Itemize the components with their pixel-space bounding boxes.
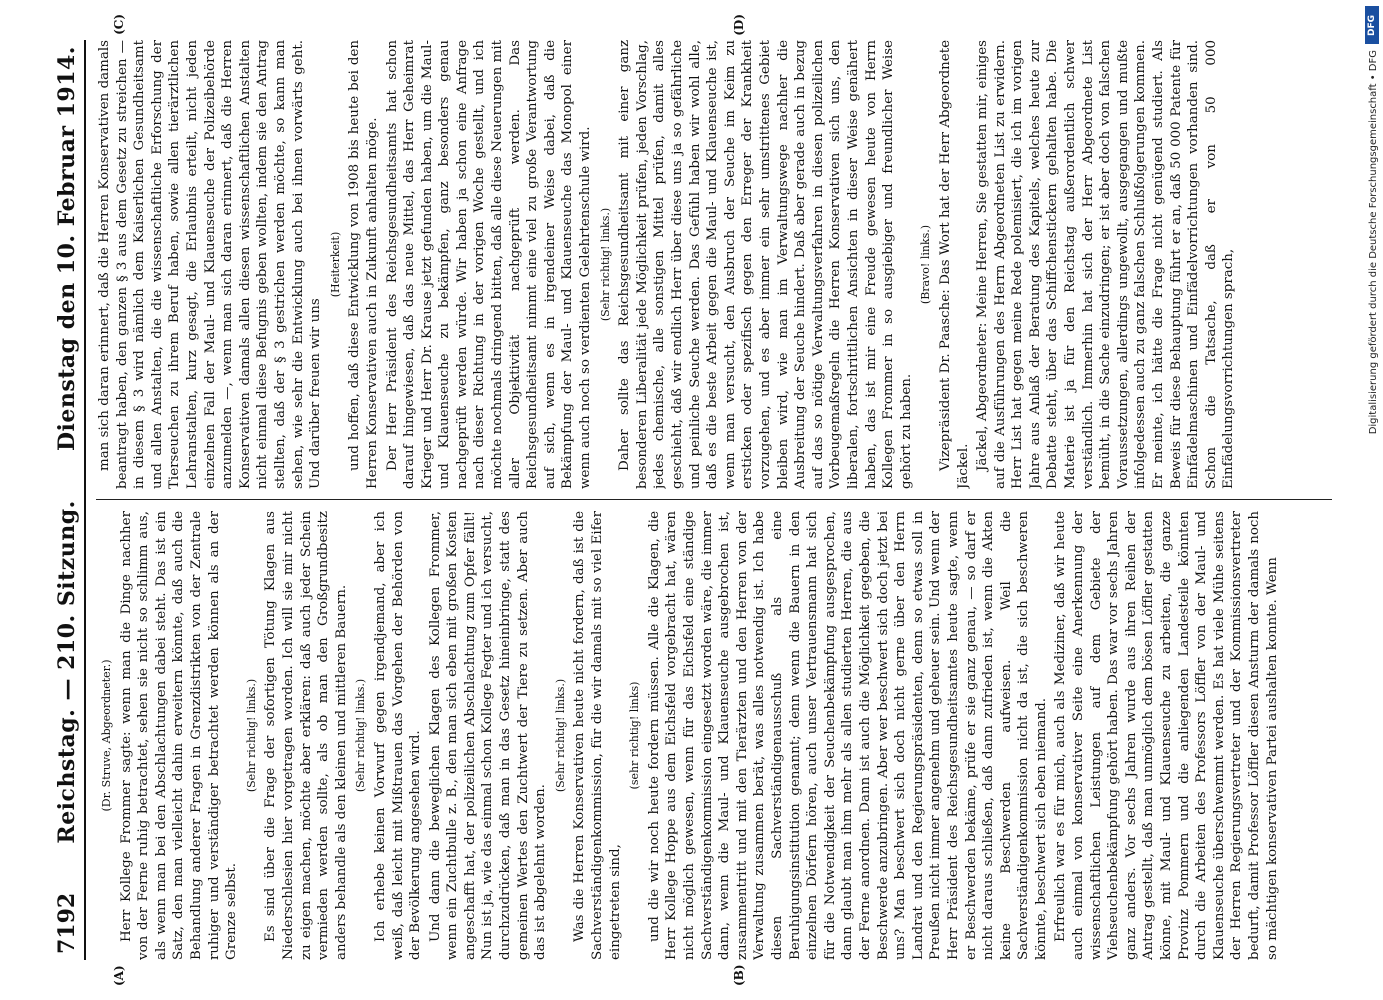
paragraph: Ich erhebe keinen Vorwurf gegen irgendjemand, aber ich weiß, daß leicht mit Mißtrauen das Vorgehen der Behörden von der Bevölkerung angesehen wird. (372, 511, 423, 960)
header-left-title: Reichstag. — 210. Sitzung. (53, 500, 80, 844)
paragraph: (Heiterkeit) (328, 231, 342, 298)
paragraph: Und dann die beweglichen Klagen des Kollegen Frommer, wenn ein Zuchtbulle z. B., den man sich eben mit großen Kosten angeschafft hat, der polizeilichen Abschlachtung zum Opfer fällt! Nun ist ja, wie das einmal schon Kollege Fegter und ich versucht, durchzudrücken, daß man in das Gesetz hineinbringe, statt des gemeinen Wertes den Zuchtwert der Tiere zu setzen. Aber auch das ist abgelehnt worden. (427, 511, 548, 960)
text-columns (96, 40, 1332, 960)
paragraph: (Sehr richtig! links.) (244, 678, 258, 793)
paragraph: Es sind über die Frage der sofortigen Tötung Klagen aus Niederschlesien hier vorgetragen worden. Ich will sie mir nicht zu eigen machen, möchte aber erklären: daß auch jeder Schein vermieden werden sollte, als ob man den Großgrundbesitz anders behandle als den kleinen und mittleren Bauern. (262, 511, 349, 960)
dfg-logo: DFG (1365, 6, 1379, 44)
paragraph: Daher sollte das Reichsgesundheitsamt mit einer ganz besonderen Liberalität jede Möglichkeit prüfen, jeden Vorschlag, jedes chemische, alle sonstigen Mittel prüfen, damit alles geschieht, daß wir endlich Herr über diese uns ja so gefährliche und peinliche Seuche werden. Das Gefühl haben wir wohl alle, daß es die beste Arbeit gegen die Maul- und Klauenseuche ist, wenn man versucht, den Ausbruch der Seuche im Keim zu ersticken oder spezifisch gegen den Erreger der Krankheit vorzugehen, und es aber immer ein sehr umstrittenes Gebiet bleiben wird, wie man im Verwaltungswege nachher die Ausbreitung der Seuche hindert. Daß aber gerade auch in bezug auf das so nötige Verwaltungsverfahren in diesen polizeilichen Vorbeugemaßregeln die Herren Konservativen sich uns, den liberalen, fortschrittlichen Ansichten in dieser Weise genähert haben, das ist mir eine Freude gewesen heute von Herrn Kollegen Frommer in so ausgiebiger und freundlicher Weise gehört zu haben. (616, 40, 914, 489)
paragraph: Was die Herren Konservativen heute nicht fordern, daß ist die Sachverständigenkommission, für die wir damals mit so viel Eifer eingetreten sind, (571, 511, 623, 960)
marker-c: (C) (111, 14, 126, 35)
paragraph: (sehr richtig! links) (627, 681, 641, 790)
marker-d: (D) (731, 14, 746, 36)
left-column (96, 511, 1332, 960)
paragraph: (Dr. Struve, Abgeordneter.) (99, 659, 113, 812)
paragraph: (Sehr richtig! links.) (553, 678, 567, 793)
digitization-sidebar (1363, 0, 1381, 1000)
paragraph: Jäckel, Abgeordneter: Meine Herren, Sie gestatten mir, einiges auf die Ausführungen des Herrn Abgeordneten List zu erwidern. Herr List hat gegen meine Rede polemisiert, die ich im vorigen Jahre aus Anlaß der Beratung des Kapitels, welches heute zur Debatte steht, über das Schiffchenstickern gehalten habe. Die Materie ist ja für den Reichstag außerordentlich schwer verständlich. Immerhin hat sich der Herr Abgeordnete List bemüht, in die Sache einzudringen; er ist aber doch von falschen Voraussetzungen, allerdings ungewollt, ausgegangen und mußte infolgedessen auch zu ganz falschen Schlußfolgerungen kommen. Er meinte, ich hätte die Frage nicht genügend studiert. Als Beweis für diese Behauptung führt er an, daß 50 000 Patente für Einfädelmaschinen und Einfädelvorrichtungen vorhanden sind. Schon die Tatsache, daß er von 50 000 Einfädelungsvorrichtungen sprach, (974, 40, 1236, 489)
paragraph: und hoffen, daß diese Entwicklung von 1908 bis heute bei den Herren Konservativen auch in Zukunft anhalten möge. (346, 40, 380, 489)
paragraph: und die wir noch heute fordern müssen. Alle die Klagen, die Herr Kollege Hoppe aus dem Eichsfeld vorgebracht hat, wären nicht möglich gewesen, wenn für das Eichsfeld eine ständige Sachverständigenkommission eingesetzt worden wäre, die immer dann, wenn die Maul- und Klauenseuche ausgebrochen ist, zusammentritt und mit den Tierärzten und den Herren von der Verwaltung zusammen berät, was alles notwendig ist. Ich habe diesen Sachverständigenausschuß als eine Beruhigungsinstitution genannt; denn wenn die Bauern in den einzelnen Dörfern hören, auch unser Vertrauensmann hat sich für die Notwendigkeit der Seuchenbekämpfung ausgesprochen, dann glaubt man ihm mehr als allen studierten Herren, die aus der Ferne anordnen. Dann ist auch die Möglichkeit gegeben, die Beschwerde anzubringen. Aber wer beschwert sich doch jetzt bei uns? Man beschwert sich doch nicht gerne über den Herrn Landrat und den Regierungspräsidenten, denn so etwas soll in Preußen nicht immer angenehm und geheuer sein. Und wenn der Herr Präsident des Reichsgesundheitsamtes heute sagte, wenn er Beschwerden bekäme, prüfe er sie ganz genau, — so darf er nicht daraus schließen, daß dann zufrieden ist, wenn die Akten keine Beschwerden aufweisen. Weil die Sachverständigenkommission nicht da ist, die sich beschweren könnte, beschwert sich eben niemand. (646, 511, 1049, 960)
header-right-title: Dienstag den 10. Februar 1914. (53, 46, 80, 452)
page-header (52, 40, 86, 960)
page-number: 7192 (53, 892, 80, 954)
right-column (96, 40, 1332, 489)
marker-a: (A) (111, 965, 126, 986)
paragraph: Herr Kollege Frommer sagte: wenn man die Dinge nachher von der Ferne ruhig betrachtet, sehen sie nicht so schlimm aus, als wenn man bei den Abschlachtungen dabei steht. Das ist ein Satz, den man vielleicht dahin erweitern könnte, daß auch die Behandlung anderer Fragen in Grenzdistrikten von der Zentrale ruhiger und verständiger betrachtet werden können als an der Grenze selbst. (118, 511, 239, 960)
newspaper-page (52, 14, 1332, 986)
paragraph: (Sehr richtig! links.) (353, 678, 367, 793)
paragraph: man sich daran erinnert, daß die Herren Konservativen damals beantragt haben, den ganzen § 3 aus dem Gesetz zu streichen — in diesem § 3 wird nämlich dem Kaiserlichen Gesundheitsamt und allen Anstalten, die die wissenschaftliche Erforschung der Tierseuchen zu ihrem Beruf haben, sowie allen tierärztlichen Lehranstalten, kurz gesagt, die Erlaubnis erteilt, nicht jeden einzelnen Fall der Maul- und Klauenseuche der Polizeibehörde anzumelden —, wenn man sich daran erinnert, daß die Herren Konservativen damals allen diesen wissenschaftlichen Anstalten nicht einmal diese Befugnis geben wollten, indem sie den Antrag stellten, daß der § 3 gestrichen werden möchte, so kann man sehen, wie sehr die Entwicklung auch bei ihnen vorwärts geht. Und darüber freuen wir uns (96, 40, 323, 489)
paragraph: (Bravo! links.) (918, 224, 932, 305)
paragraph: (Sehr richtig! links.) (598, 207, 612, 322)
paragraph: Vizepräsident Dr. Paasche: Das Wort hat der Herr Abgeordnete Jäckel. (937, 40, 970, 489)
marker-b: (B) (731, 964, 746, 986)
digitization-credit: Digitalisierung gefördert durch die Deutsche Forschungsgemeinschaft • DFG (1368, 50, 1379, 435)
paragraph: Der Herr Präsident des Reichsgesundheitsamts hat schon darauf hingewiesen, daß das neue Mittel, das Herr Geheimrat Krieger und Herr Dr. Krause jetzt gefunden haben, um die Maul- und Klauenseuche zu bekämpfen, ganz besonders genau nachgeprüft werden würde. Wir haben ja schon eine Anfrage nach dieser Richtung in der vorigen Woche gestellt, und ich möchte nochmals dringend bitten, daß alle diese Neuerungen mit aller Objektivität nachgeprüft werden. Das Reichsgesundheitsamt nimmt eine viel zu große Verantwortung auf sich, wenn es in irgendeiner Weise dabei, daß die Bekämpfung der Maul- und Klauenseuche das Monopol einer wenn auch noch so verdienten Gelehrtenschule wird. (384, 40, 593, 489)
paragraph: Erfreulich war es für mich, auch als Mediziner, daß wir heute auch einmal von konservativer Seite eine Anerkennung der wissenschaftlichen Leistungen auf dem Gebiete der Viehseuchenbekämpfung gehört haben. Das war vor sechs Jahren ganz anders. Vor sechs Jahren wurde aus ihren Reihen der Antrag gestellt, daß man unmöglich dem bösen Löffler gestatten könne, mit Maul- und Klauenseuche zu arbeiten, die ganze Provinz Pommern und die anliegenden Landesteile könnten durch die Arbeiten des Professors Löffler von der Maul- und Klauenseuche überschwemmt werden. Es hat viele Mühe seitens der Herren Regierungsvertreter und der Kommissionsvertreter bedurft, damit Professor Löffler diesen Ansturm der damals noch so mächtigen konservativen Partei aushalten konnte. Wenn (1052, 511, 1280, 960)
